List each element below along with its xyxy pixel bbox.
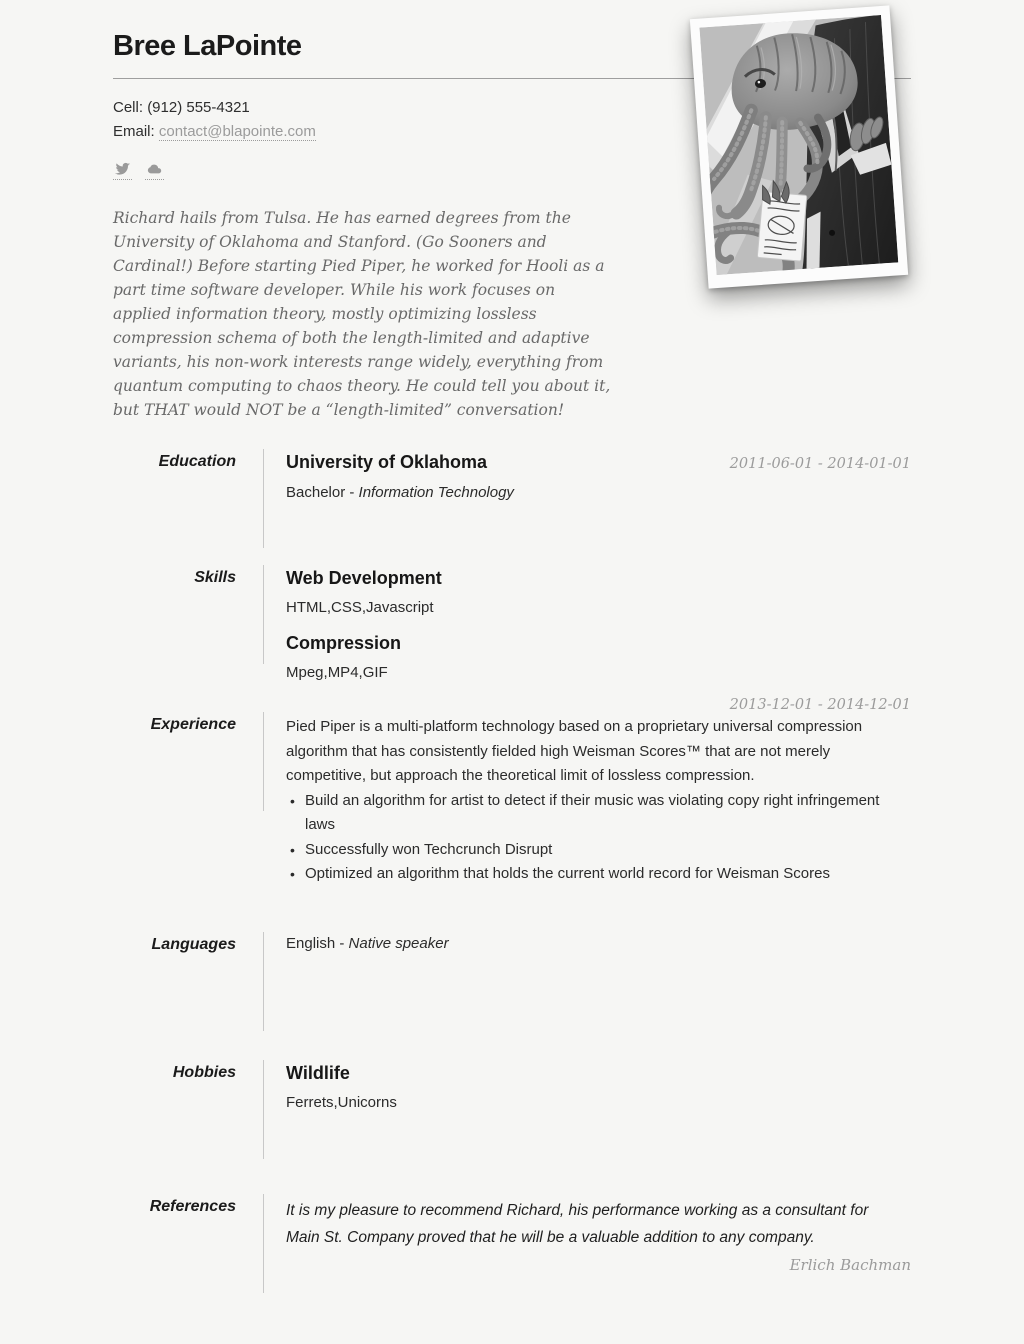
education-label: Education bbox=[158, 453, 236, 470]
hobby-detail: Ferrets,Unicorns bbox=[286, 1093, 397, 1111]
page-title: Bree LaPointe bbox=[113, 30, 302, 62]
experience-bullet-list bbox=[286, 789, 911, 887]
references-label: References bbox=[149, 1197, 236, 1215]
summary-paragraph: Richard hails from Tulsa. He has earned degrees from the University of Oklahoma and Stanford. (Go Sooners and Cardinal!) Before starting Pied Piper, he worked for Hooli as a part time software developer. While his work focuses on applied information theory, mostly optimizing lossless compression schema of both the length-limited and adaptive variants, his non-work interests range widely, everything from quantum computing to chaos theory. He could tell you about it, but THAT would NOT be a “length-limited” conversation! bbox=[113, 209, 611, 419]
section-hobbies bbox=[113, 1063, 911, 1181]
cthulhu-portrait-illustration bbox=[699, 15, 898, 275]
twitter-icon bbox=[113, 164, 132, 181]
portrait-photo bbox=[690, 5, 908, 288]
reference-signature: Erlich Bachman bbox=[789, 1255, 911, 1274]
section-education bbox=[113, 452, 911, 552]
skills-content bbox=[263, 568, 911, 681]
experience-date: 2013-12-01 - 2014-12-01 bbox=[729, 697, 911, 713]
cloud-icon bbox=[145, 164, 164, 181]
experience-bullet: • Successfully won Techcrunch Disrupt bbox=[286, 838, 911, 863]
language-name: English - bbox=[286, 934, 349, 952]
skill-detail: Mpeg,MP4,GIF bbox=[286, 664, 388, 681]
languages-content bbox=[263, 935, 911, 1047]
section-experience-wrap bbox=[113, 697, 911, 887]
references-content bbox=[263, 1197, 911, 1293]
skill-title: Web Development bbox=[286, 568, 442, 588]
email-label: Email: bbox=[113, 123, 155, 140]
languages-label: Languages bbox=[151, 935, 236, 953]
language-entry bbox=[286, 935, 911, 952]
skill-detail: HTML,CSS,Javascript bbox=[286, 599, 434, 616]
education-date: 2011-06-01 - 2014-01-01 bbox=[729, 456, 911, 472]
cell-value: (912) 555-4321 bbox=[147, 99, 250, 116]
resume-sections bbox=[113, 452, 911, 1293]
degree-field: Information Technology bbox=[358, 484, 514, 501]
section-languages bbox=[113, 935, 911, 1047]
experience-description: Pied Piper is a multi-platform technology based on a proprietary universal compression algorithm that has consistently fielded high Weisman Scores™ that are not merely competitive, but approach the theoretical limit of lossless compression. bbox=[286, 718, 863, 784]
reference-text: It is my pleasure to recommend Richard, his performance working as a consultant for Main St. Company proved that he will be a valuable addition to any company. bbox=[286, 1201, 869, 1246]
experience-label: Experience bbox=[150, 716, 236, 733]
hobby-title: Wildlife bbox=[286, 1062, 350, 1083]
education-degree bbox=[286, 484, 911, 501]
experience-content bbox=[263, 715, 911, 887]
cell-label: Cell: bbox=[113, 99, 144, 116]
skill-entry-compression bbox=[286, 633, 911, 681]
language-level: Native speaker bbox=[348, 934, 449, 952]
skill-entry-web bbox=[286, 568, 911, 616]
degree-prefix: Bachelor - bbox=[286, 484, 359, 501]
experience-bullet: • Optimized an algorithm that holds the current world record for Weisman Scores bbox=[286, 862, 911, 887]
education-school: University of Oklahoma bbox=[286, 452, 488, 472]
education-entry-head bbox=[286, 452, 911, 473]
email-link[interactable]: contact@blapointe.com bbox=[158, 123, 316, 140]
section-experience bbox=[113, 715, 911, 887]
section-skills bbox=[113, 568, 911, 681]
education-content bbox=[263, 452, 911, 552]
twitter-link[interactable] bbox=[113, 161, 132, 180]
cloud-link[interactable] bbox=[145, 161, 164, 180]
experience-bullet: • Build an algorithm for artist to detect if their music was violating copy right infringement laws bbox=[286, 789, 911, 838]
skill-title: Compression bbox=[286, 633, 402, 653]
hobbies-label: Hobbies bbox=[172, 1063, 236, 1081]
skills-label: Skills bbox=[194, 569, 236, 586]
hobbies-content bbox=[263, 1063, 911, 1181]
resume-container bbox=[113, 0, 911, 1293]
section-references bbox=[113, 1197, 911, 1293]
